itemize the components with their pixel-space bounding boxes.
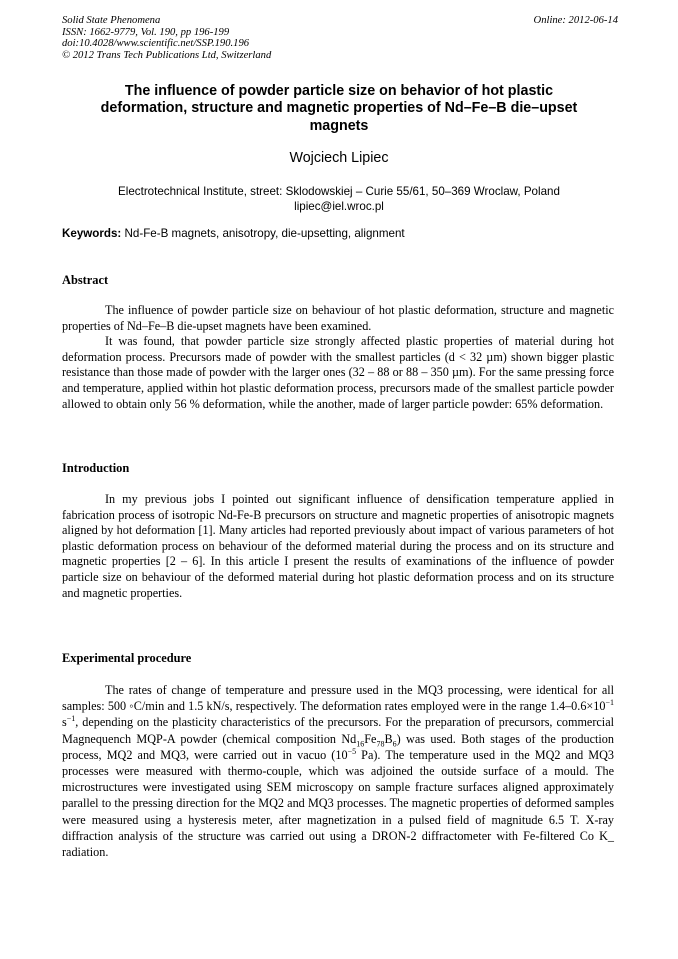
keywords-list: Nd-Fe-B magnets, anisotropy, die-upsetting, alignment [124, 227, 405, 240]
abstract-heading: Abstract [62, 273, 109, 287]
keywords [62, 227, 616, 240]
introduction-heading: Introduction [62, 461, 130, 475]
journal-name: Solid State Phenomena [62, 15, 161, 26]
experimental-paragraph: The rates of change of temperature and pressure used in the MQ3 processing, were identical for all samples: 500 ◦C/min and 1.5 kN/s, respectively. The deformation rates employed were in the range $1.4-0.6\times 10^{-1}$ $s^{-1}$, depending on the plasticity characteristics of the precursors. For the preparation of precursors, commercial Magnequench MQP-A powder (chemical composition $Nd_{16}Fe_{78}B_6$) was used. Both stages of the production process, MQ2 and MQ3, were carried out in vacuo ($10^{-5}$ Pa). The temperature used in the MQ2 and MQ3 processes were measured with thermo-couple, which was adjoined the outside surface of a mould. The microstructures were investigated using SEM microscopy on sample fracture surfaces aligned approximately parallel to the pressing direction for the MQ2 and MQ3 processes. The magnetic properties of deformed samples were measured using a hysteresis meter, after magnetization in a pulsed field of magnitude 6.5 T. X-ray diffraction analysis of the structure was carried out using a DRON-2 diffractometer with Fe-filtered Co K_ radiation. [62, 683, 615, 860]
abstract-paragraph: The influence of powder particle size on behaviour of hot plastic deformation, structure and magnetic properties of Nd–Fe–B die-upset magnets have been examined. [62, 303, 614, 333]
author-email: lipiec@iel.wroc.pl [294, 200, 384, 213]
journal-info [62, 15, 271, 61]
abstract-body [62, 303, 614, 412]
introduction-paragraph: In my previous jobs I pointed out significant influence of densification temperature applied in fabrication process of isotropic Nd-Fe-B precursors on structure and magnetic properties of anisotropic magnets aligned by hot deformation [1]. Many articles had reported previously about impact of various parameters of hot plastic deformation process on behaviour of the deformed material during the process and on its structure and magnetic properties [2 – 6]. In this article I present the results of examinations of the influence of powder particle size on behaviour of the deformed material during hot plastic deformation process and on its structure and magnetic properties. [62, 492, 614, 600]
experimental-body [62, 682, 614, 860]
affiliation: Electrotechnical Institute, street: Sklodowskiej – Curie 55/61, 50–369 Wroclaw, Poland [118, 185, 560, 198]
paper-title: The influence of powder particle size on behavior of hot plastic deformation, structure and magnetic properties of Nd–Fe–B die–upset magnets [100, 83, 578, 134]
doi: doi:10.4028/www.scientific.net/SSP.190.196 [62, 38, 250, 50]
online-date: Online: 2012-06-14 [533, 15, 618, 26]
issn: ISSN: 1662-9779, Vol. 190, pp 196-199 [62, 26, 230, 38]
keywords-label: Keywords: [62, 227, 122, 240]
copyright: © 2012 Trans Tech Publications Ltd, Switzerland [62, 49, 272, 61]
author-name: Wojciech Lipiec [289, 150, 389, 166]
affiliation-block [62, 184, 616, 214]
experimental-heading: Experimental procedure [62, 651, 192, 665]
introduction-body [62, 492, 614, 601]
abstract-paragraph: It was found, that powder particle size strongly affected plastic properties of material during hot deformation process. Precursors made of powder with the smallest particles (d < 32 µm) shown bigger plastic resistance than those made of powder with the larger ones (32 – 88 or 88 – 350 µm). For the same pressing force and temperature, applied within hot plastic deformation process, precursors made of the smallest particle powder allowed to obtain only 56 % deformation, while the another, made of larger particle powder: 65% deformation. [62, 334, 614, 411]
